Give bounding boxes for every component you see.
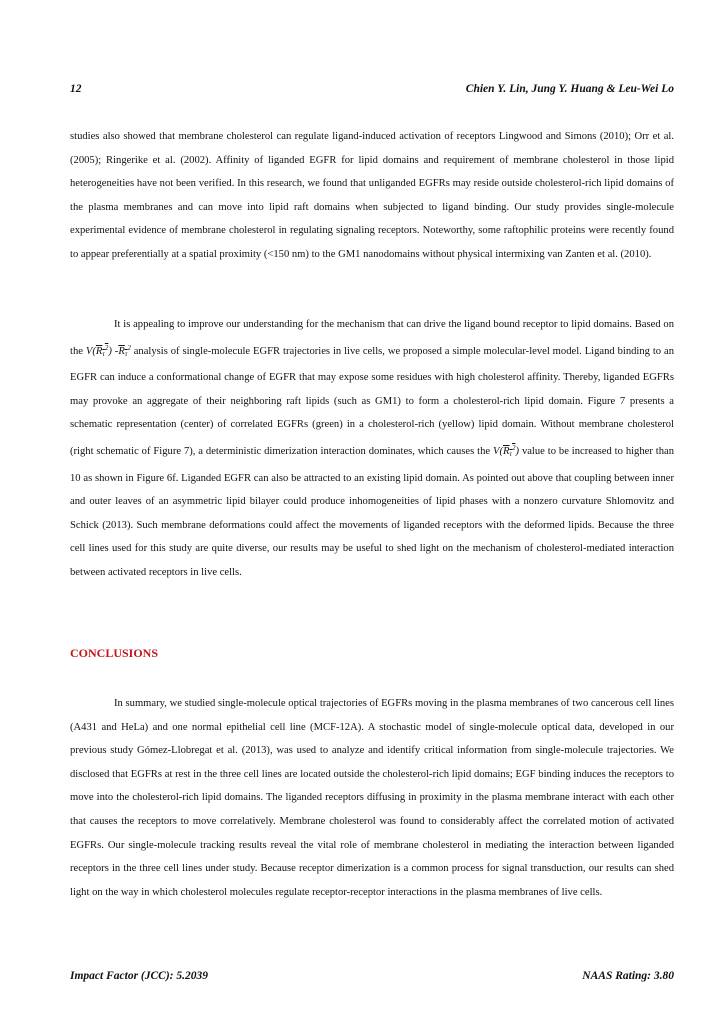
page-number: 12 — [70, 83, 82, 95]
naas-rating: NAAS Rating: 3.80 — [582, 970, 674, 982]
math-variance-expression: $V(R_\tau^2)$ $-R_\tau^2$ — [85, 343, 131, 358]
running-head-authors: Chien Y. Lin, Jung Y. Huang & Leu-Wei Lo — [465, 83, 674, 95]
paragraph-conclusions — [70, 692, 674, 904]
paragraph-segment: It is appealing to improve our understanding for the mechanism that can drive the ligand bound receptor to lipid domains. Based on the — [70, 319, 674, 357]
paragraph-model — [70, 313, 674, 585]
page-header — [70, 83, 674, 99]
paragraph-intro-continued — [70, 125, 674, 267]
paragraph-segment: analysis of single-molecule EGFR trajectories in live cells, we proposed a simple molecular-level model. Ligand binding to an EGFR can induce a conformational change of EGFR that may expose some residues with high cholesterol affinity. Thereby, liganded EGFRs may provoke an aggregate of their neighboring raft lipids (such as GM1) to form a cholesterol-rich lipid domain. Figure 7 presents a schematic representation (center) of correlated EGFRs (green) in a cholesterol-rich (yellow) lipid domain. Without membrane cholesterol (right schematic of Figure 7), a deterministic dimerization interaction dominates, which causes the — [70, 345, 674, 457]
paragraph-text — [70, 313, 674, 585]
section-heading-conclusions: CONCLUSIONS — [70, 646, 159, 660]
paragraph-text: In summary, we studied single-molecule optical trajectories of EGFRs moving in the plasma membranes of two cancerous cell lines (A431 and HeLa) and one normal epithelial cell line (MCF-12A). A stochastic model of single-molecule optical data, developed in our previous study Gómez-Llobregat et al. (2013), was used to analyze and identify critical information from single-molecule trajectories. We disclosed that EGFRs at rest in the three cell lines are located outside the cholesterol-rich lipid domains; EGF binding induces the receptors to move into the cholesterol-rich lipid domains. The liganded receptors diffusing in proximity in the plasma membrane interact with each other that causes the receptors to move correlatively. Membrane cholesterol was found to considerably affect the correlated motion of activated EGFRs. Our single-molecule tracking results reveal the vital role of membrane cholesterol in mediating the interaction between liganded receptors in the three cell lines under study. Because receptor dimerization is a common process for signal transduction, our results can shed light on the way in which cholesterol molecules regulate receptor-receptor interactions in the plasma membranes of live cells. — [70, 698, 674, 898]
math-variance-expression: $V(R_\tau^2)$ — [492, 443, 520, 458]
impact-factor: Impact Factor (JCC): 5.2039 — [70, 970, 208, 982]
paragraph-segment: value to be increased to higher than 10 as shown in Figure 6f. Liganded EGFR can also be attracted to an existing lipid domain. As pointed out above that coupling between inner and outer leaves of an asymmetric lipid bilayer could produce inhomogeneities of lipid phases with a nonzero curvature Shlomovitz and Schick (2013). Such membrane deformations could affect the movements of liganded receptors with the deformed lipids. Because the three cell lines used for this study are quite diverse, our results may be useful to shed light on the mechanism of cholesterol-mediated interaction between activated receptors in live cells. — [70, 445, 675, 578]
paragraph-text: studies also showed that membrane cholesterol can regulate ligand-induced activation of receptors Lingwood and Simons (2010); Orr et al. (2005); Ringerike et al. (2002). Affinity of liganded EGFR for lipid domains and requirement of membrane cholesterol in those lipid heterogeneities have not been verified. In this research, we found that unliganded EGFRs may reside outside cholesterol-rich lipid domains of the plasma membranes and can move into lipid raft domains when subjected to ligand binding. Our study provides single-molecule experimental evidence of membrane cholesterol in regulating signaling receptors. Noteworthy, some raftophilic proteins were recently found to appear preferentially at a spatial proximity (<150 nm) to the GM1 nanodomains without physical intermixing van Zanten et al. (2010). — [70, 131, 674, 260]
page-footer — [70, 970, 674, 986]
